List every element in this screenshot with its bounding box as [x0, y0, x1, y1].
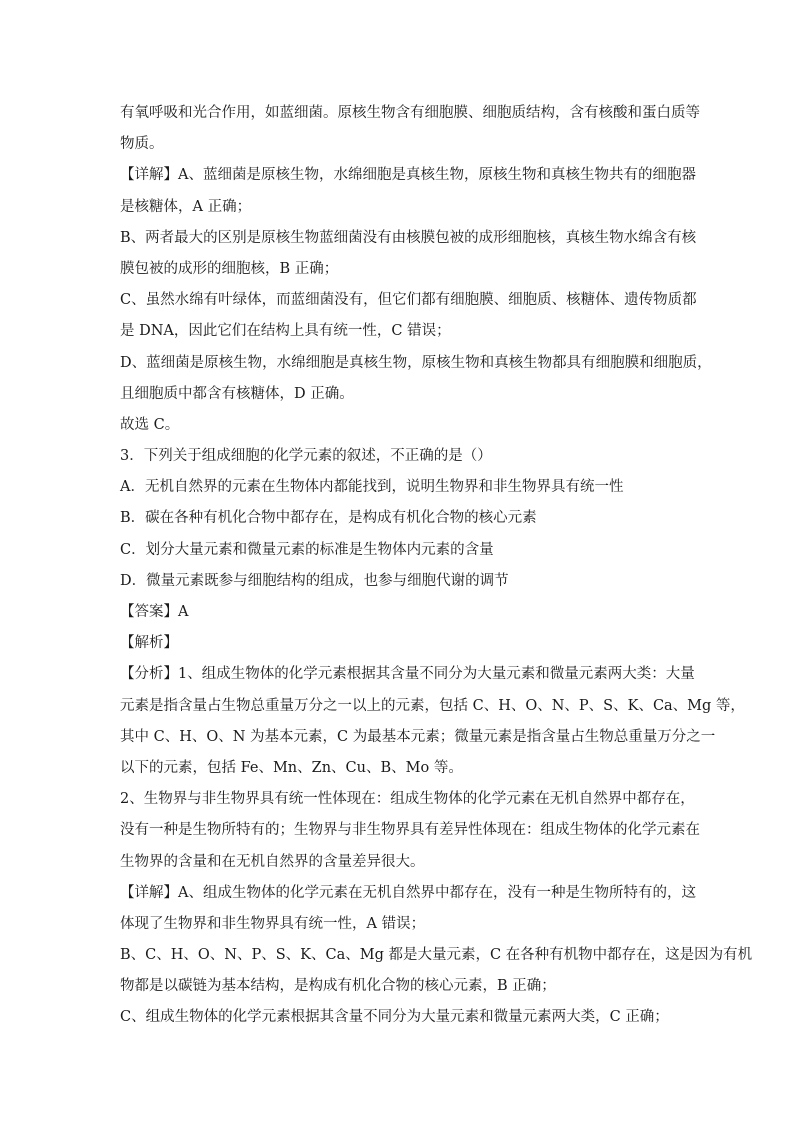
text-line: D、蓝细菌是原核生物，水绵细胞是真核生物，原核生物和真核生物都具有细胞膜和细胞质，	[120, 354, 712, 371]
option-c: C．划分大量元素和微量元素的标准是生物体内元素的含量	[120, 541, 494, 558]
text-line: 膜包被的成形的细胞核，B 正确；	[120, 260, 339, 277]
text-line: 物都是以碳链为基本结构，是构成有机化合物的核心元素，B 正确；	[120, 978, 556, 995]
text-line: 物质。	[120, 136, 164, 153]
text-line: 是 DNA，因此它们在结构上具有统一性，C 错误；	[120, 323, 451, 340]
text-line: 【分析】1、组成生物体的化学元素根据其含量不同分为大量元素和微量元素两大类：大量	[120, 666, 695, 683]
text-line: 没有一种是生物所特有的；生物界与非生物界具有差异性体现在：组成生物体的化学元素在	[120, 822, 700, 839]
text-line: 【详解】A、组成生物体的化学元素在无机自然界中都存在，没有一种是生物所特有的，这	[120, 884, 696, 901]
text-line: 以下的元素，包括 Fe、Mn、Zn、Cu、B、Mo 等。	[120, 759, 463, 776]
text-line: 体现了生物界和非生物界具有统一性，A 错误；	[120, 915, 426, 932]
text-line: 故选 C。	[120, 416, 180, 433]
text-line: 元素是指含量占生物总重量万分之一以上的元素，包括 C、H、O、N、P、S、K、Ca、Mg 等，	[120, 697, 745, 714]
text-line: C、虽然水绵有叶绿体，而蓝细菌没有，但它们都有细胞膜、细胞质、核糖体、遗传物质都	[120, 292, 697, 309]
text-line: 有氧呼吸和光合作用，如蓝细菌。原核生物含有细胞膜、细胞质结构，含有核酸和蛋白质等	[120, 105, 700, 121]
question-stem: 3．下列关于组成细胞的化学元素的叙述，不正确的是（）	[120, 448, 492, 465]
text-line: B、两者最大的区别是原核生物蓝细菌没有由核膜包被的成形细胞核，真核生物水绵含有核	[120, 229, 697, 246]
text-line: 生物界的含量和在无机自然界的含量差异很大。	[120, 853, 425, 870]
text-line: C、组成生物体的化学元素根据其含量不同分为大量元素和微量元素两大类，C 正确；	[120, 1009, 669, 1026]
text-line: 且细胞质中都含有核糖体，D 正确。	[120, 385, 354, 402]
option-a: A．无机自然界的元素在生物体内都能找到，说明生物界和非生物界具有统一性	[120, 479, 624, 496]
text-line: 其中 C、H、O、N 为基本元素，C 为最基本元素；微量元素是指含量占生物总重量万分之一	[120, 728, 716, 745]
answer-line: 【答案】A	[120, 604, 189, 620]
text-line: 【详解】A、蓝细菌是原核生物，水绵细胞是真核生物，原核生物和真核生物共有的细胞器	[120, 167, 696, 184]
text-line: B、C、H、O、N、P、S、K、Ca、Mg 都是大量元素，C 在各种有机物中都存在，这是因为有机	[120, 947, 753, 964]
analysis-heading: 【解析】	[120, 635, 178, 652]
option-d: D．微量元素既参与细胞结构的组成，也参与细胞代谢的调节	[120, 572, 509, 589]
text-line: 2、生物界与非生物界具有统一性体现在：组成生物体的化学元素在无机自然界中都存在，	[120, 791, 695, 808]
document-body	[120, 98, 753, 1034]
option-b: B．碳在各种有机化合物中都存在，是构成有机化合物的核心元素	[120, 510, 537, 527]
text-line: 是核糖体，A 正确；	[120, 198, 252, 215]
